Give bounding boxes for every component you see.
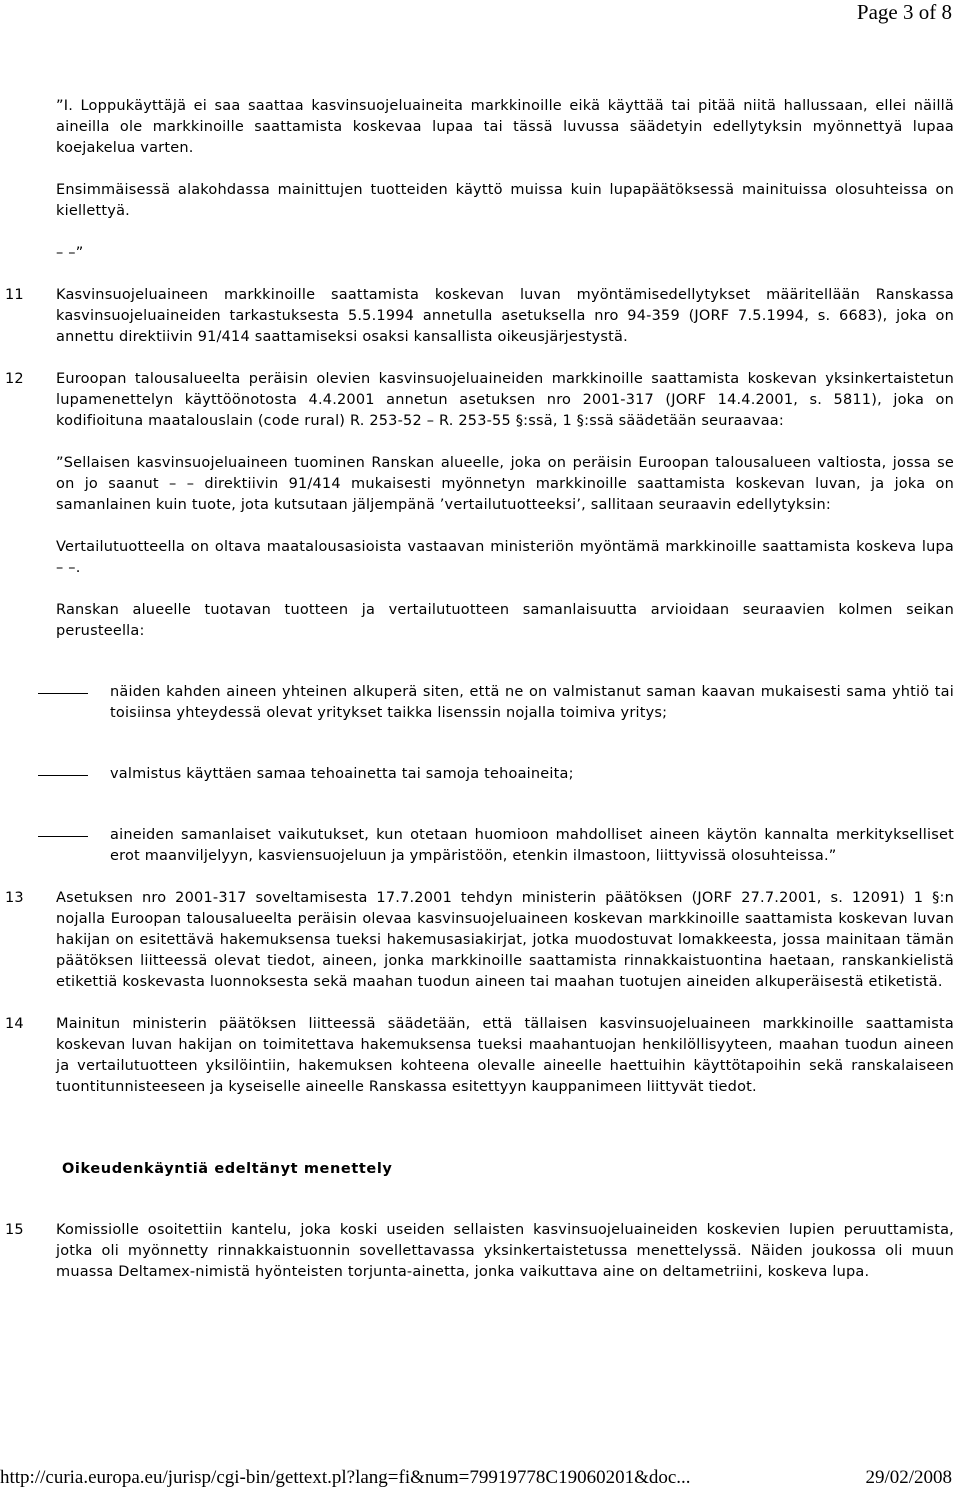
paragraph-number: 13 xyxy=(5,890,24,906)
section-14 xyxy=(5,1014,954,1098)
paragraph-second: Ensimmäisessä alakohdassa mainittujen tuotteiden käyttö muissa kuin lupapäätöksessä mainituissa olosuhteissa on kiellettyä. xyxy=(56,182,954,219)
paragraph-text: Euroopan talousalueelta peräisin olevien kasvinsuojeluaineiden markkinoille saattamista koskevan yksinkertaistetun lupamenettelyn käyttöönotosta 4.4.2001 annetun asetuksen nro 2001-317 (JORF 14.4.2001, s. 5811), joka on kodifioituna maatalouslain (code rural) R. 253-52 – R. 253-55 §:ssä, 1 §:ssä säädetään seuraavaa: xyxy=(56,371,954,429)
paragraph-text: Asetuksen nro 2001-317 soveltamisesta 17.7.2001 tehdyn ministerin päätöksen (JORF 27.7.2001, s. 12091) 1 §:n nojalla Euroopan talousalueelta peräisin olevaa kasvinsuojeluaineen koskevan markkinoille saattamista koskevan luvan hakijan on esitettävä hakemuksensa tueksi hakemusasiakirjat, jotka muodostuvat lomakkeesta, jossa mainitaan tämän päätöksen liitteessä olevat tiedot, aineen, jonka markkinoille saattamista rinnakkaistuontina haetaan, ranskankielistä etikettiä koskevasta luonnoksesta sekä maahan tuodun aineen tai maahan tuotujen aineiden alkuperäisestä etiketistä. xyxy=(56,890,954,990)
paragraph-text: Komissiolle osoitettiin kantelu, joka koski useiden sellaisten kasvinsuojeluaineiden koskevien lupien peruuttamista, jotka oli myönnetty rinnakkaistuonnin sovellettavassa yksinkertaistetussa menettelyssä. Näiden joukossa oli muun muassa Deltamex-nimistä hyönteisten torjunta-ainetta, jonka vaikuttava aine on deltametriini, koskeva lupa. xyxy=(56,1222,954,1280)
section-heading: Oikeudenkäyntiä edeltänyt menettely xyxy=(62,1161,393,1177)
quote-paragraph-2: Vertailutuotteella on oltava maatalousasioista vastaavan ministeriön myöntämä markkinoille saattamista koskeva lupa – –. xyxy=(56,539,954,576)
dash-list-item xyxy=(56,764,954,785)
footer-date: 29/02/2008 xyxy=(865,1467,952,1488)
section-11 xyxy=(5,285,954,348)
paragraph-number: 14 xyxy=(5,1016,24,1032)
page-number: Page 3 of 8 xyxy=(856,0,952,24)
paragraph-text: Mainitun ministerin päätöksen liitteessä säädetään, että tällaisen kasvinsuojeluaineen markkinoille saattamista koskevan luvan hakijan on toimitettava hakemuksensa tueksi maahantuojan henkilöllisyyteen, maahan tuodun aineen ja vertailutuotteen yksilöintiin, hakemuksen kohteena olevalle aineelle haettuihin käyttötapoihin sekä ranskalaiseen tuontitunnisteeseen ja kyseiselle aineelle Ranskassa esitettyyn kauppanimeen liittyvät tiedot. xyxy=(56,1016,954,1095)
paragraph-ellipsis: – –” xyxy=(56,245,84,261)
quote-paragraph-1: ”Sellaisen kasvinsuojeluaineen tuominen Ranskan alueelle, joka on peräisin Euroopan talousalueen valtiosta, jossa se on jo saanut – – direktiivin 91/414 mukaisesti myönnetyn markkinoille saattamista koskevan luvan, ja joka on samanlainen kuin tuote, jota kutsutaan jäljempänä ’vertailutuotteeksi’, sallitaan seuraavin edellytyksin: xyxy=(56,455,954,513)
paragraph-intro: ”I. Loppukäyttäjä ei saa saattaa kasvinsuojeluaineita markkinoille eikä käyttää tai pitää niitä hallussaan, ellei näillä aineilla ole markkinoille saattamista koskevaa lupaa tai tässä luvussa säädetyin edellytyksin myönnettyä lupaa koejakelua varten. xyxy=(56,98,954,156)
paragraph-number: 15 xyxy=(5,1222,24,1238)
dash-text: valmistus käyttäen samaa tehoainetta tai samoja tehoaineita; xyxy=(110,766,574,782)
paragraph-text: Kasvinsuojeluaineen markkinoille saattamista koskevan luvan myöntämisedellytykset määritellään Ranskassa kasvinsuojeluaineiden tarkastuksesta 5.5.1994 annetulla asetuksella nro 94-359 (JORF 7.5.1994, s. 6683), joka on annettu direktiivin 91/414 saattamiseksi osaksi kansallista oikeusjärjestystä. xyxy=(56,287,954,345)
section-15 xyxy=(5,1220,954,1283)
paragraph-number: 11 xyxy=(5,287,24,303)
paragraph-number: 12 xyxy=(5,371,24,387)
dash-list-item xyxy=(56,825,954,867)
dash-list-item xyxy=(56,682,954,724)
section-13 xyxy=(5,888,954,993)
dash-text: aineiden samanlaiset vaikutukset, kun otetaan huomioon mahdolliset aineen käytön kannalta merkitykselliset erot maanviljelyyn, kasviensuojeluun ja ympäristöön, etenkin ilmastoon, liittyvissä olosuhteissa.” xyxy=(110,827,954,864)
dash-text: näiden kahden aineen yhteinen alkuperä siten, että ne on valmistanut saman kaavan mukaisesti sama yhtiö tai toisiinsa yhteydessä olevat yritykset taikka lisenssin nojalla toimiva yritys; xyxy=(110,684,954,721)
quote-paragraph-3: Ranskan alueelle tuotavan tuotteen ja vertailutuotteen samanlaisuutta arvioidaan seuraavien kolmen seikan perusteella: xyxy=(56,602,954,639)
document-body xyxy=(5,96,954,1283)
footer-url: http://curia.europa.eu/jurisp/cgi-bin/gettext.pl?lang=fi&num=79919778C19060201&doc... xyxy=(0,1467,691,1488)
section-12 xyxy=(5,369,954,432)
